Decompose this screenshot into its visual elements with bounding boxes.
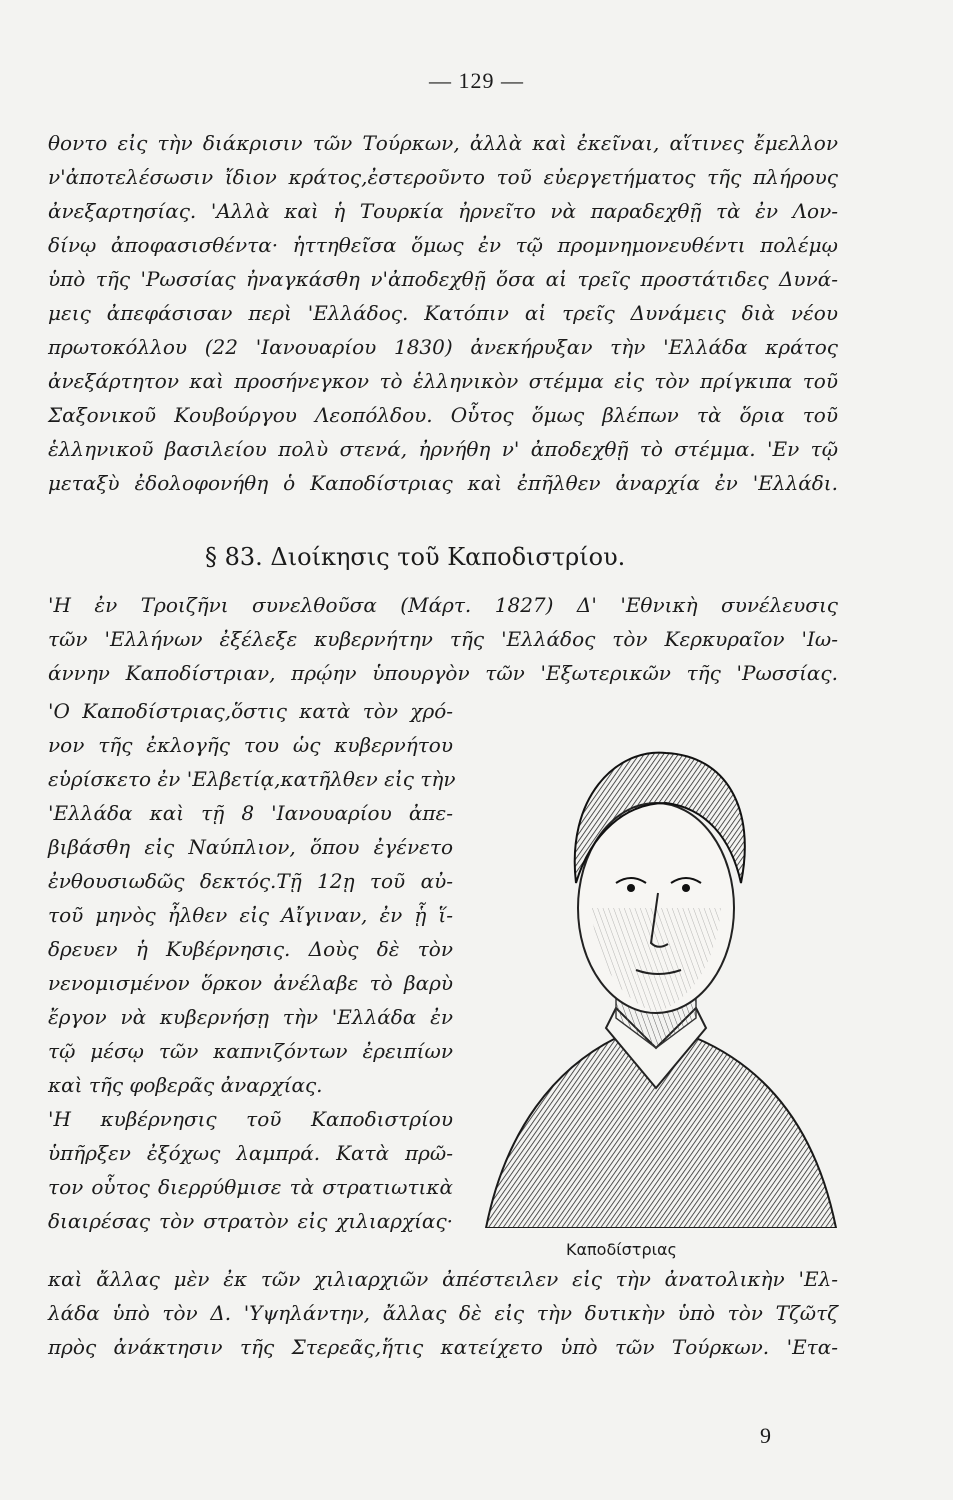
text-line: ἔργον νὰ κυβερνήσῃ τὴν 'Ελλάδα ἐν <box>48 1005 453 1029</box>
text-line: Σαξονικοῦ Κουβούργου Λεοπόλδου. Οὗτος ὅμως βλέπων τὰ ὅρια τοῦ <box>48 403 838 427</box>
text-line: μεις ἀπεφάσισαν περὶ 'Ελλάδος. Κατόπιν αἱ τρεῖς Δυνάμεις διὰ νέου <box>48 301 838 325</box>
text-line: πρὸς ἀνάκτησιν τῆς Στερεᾶς,ἥτις κατείχετο ὑπὸ τῶν Τούρκων. 'Ετα- <box>48 1335 838 1359</box>
text-line: 'Η κυβέρνησις τοῦ Καποδιστρίου <box>48 1107 453 1131</box>
text-line: ν'ἀποτελέσωσιν ἴδιον κράτος,ἐστεροῦντο τοῦ εὐεργετήματος τῆς πλήρους <box>48 165 838 189</box>
text-line: μεταξὺ ἐδολοφονήθη ὁ Καποδίστριας καὶ ἐπῆλθεν ἀναρχία ἐν 'Ελλάδι. <box>48 471 838 495</box>
text-line: νον τῆς ἐκλογῆς του ὡς κυβερνήτου <box>48 733 453 757</box>
text-line: ἀνεξαρτησίας. 'Αλλὰ καὶ ἡ Τουρκία ἠρνεῖτο νὰ παραδεχθῇ τὰ ἐν Λον- <box>48 199 838 223</box>
portrait-caption: Καποδίστριας <box>566 1240 677 1259</box>
text-line: 'Η ἐν Τροιζῆνι συνελθοῦσα (Μάρτ. 1827) Δ' 'Εθνικὴ συνέλευσις <box>48 593 838 617</box>
text-line: ἐνθουσιωδῶς δεκτός.Τῇ 12ῃ τοῦ αὐ- <box>48 869 453 893</box>
text-line: εὑρίσκετο ἐν 'Ελβετίᾳ,κατῆλθεν εἰς τὴν <box>48 767 456 791</box>
text-line: διαιρέσας τὸν στρατὸν εἰς χιλιαρχίας· <box>48 1209 453 1233</box>
text-line: ἑλληνικοῦ βασιλείου πολὺ στενά, ἠρνήθη ν' ἀποδεχθῇ τὸ στέμμα. 'Εν τῷ <box>48 437 838 461</box>
text-line: 'Ελλάδα καὶ τῇ 8 'Ιανουαρίου ἀπε- <box>48 801 453 825</box>
text-line: τοῦ μηνὸς ἦλθεν εἰς Αἴγιναν, ἐν ᾗ ἵ- <box>48 903 453 927</box>
text-line: ὑπὸ τῆς 'Ρωσσίας ἠναγκάσθη ν'ἀποδεχθῇ ὅσα αἱ τρεῖς προστάτιδες Δυνά- <box>48 267 838 291</box>
text-line: ὑπῆρξεν ἐξόχως λαμπρά. Κατὰ πρῶ- <box>48 1141 453 1165</box>
text-line: ἀνεξάρτητον καὶ προσήνεγκον τὸ ἑλληνικὸν στέμμα εἰς τὸν πρίγκιπα τοῦ <box>48 369 838 393</box>
text-line: δίνῳ ἀποφασισθέντα· ἡττηθεῖσα ὅμως ἐν τῷ προμνημονευθέντι πολέμῳ <box>48 233 838 257</box>
text-line: 'Ο Καποδίστριας,ὅστις κατὰ τὸν χρό- <box>48 699 453 723</box>
text-line: τῶν 'Ελλήνων ἐξέλεξε κυβερνήτην τῆς 'Ελλάδος τὸν Κερκυραῖον 'Ιω- <box>48 627 838 651</box>
text-line: θοντο εἰς τὴν διάκρισιν τῶν Τούρκων, ἀλλὰ καὶ ἐκεῖναι, αἵτινες ἔμελλον <box>48 131 838 155</box>
text-line: καὶ ἄλλας μὲν ἐκ τῶν χιλιαρχιῶν ἀπέστειλεν εἰς τὴν ἀνατολικὴν 'Ελ- <box>48 1267 838 1291</box>
text-line: δρευεν ἡ Κυβέρνησις. Δοὺς δὲ τὸν <box>48 937 453 961</box>
text-line: καὶ τῆς φοβερᾶς ἀναρχίας. <box>48 1073 323 1097</box>
text-line: άννην Καποδίστριαν, πρῴην ὑπουργὸν τῶν 'Εξωτερικῶν τῆς 'Ρωσσίας. <box>48 661 838 685</box>
text-line: βιβάσθη εἰς Ναύπλιον, ὅπου ἐγένετο <box>48 835 453 859</box>
signature-mark: 9 <box>760 1423 771 1448</box>
text-line: τον οὗτος διερρύθμισε τὰ στρατιωτικὰ <box>48 1175 453 1199</box>
text-line: λάδα ὑπὸ τὸν Δ. 'Υψηλάντην, ἄλλας δὲ εἰς τὴν δυτικὴν ὑπὸ τὸν Τζῶτζ <box>48 1301 838 1325</box>
page-number: — 129 — <box>429 68 524 93</box>
section-heading: § 83. Διοίκησις τοῦ Καποδιστρίου. <box>205 543 626 571</box>
text-line: τῷ μέσῳ τῶν καπνιζόντων ἐρειπίων <box>48 1039 453 1063</box>
text-line: πρωτοκόλλου (22 'Ιανουαρίου 1830) ἀνεκήρυξαν τὴν 'Ελλάδα κράτος <box>48 335 838 359</box>
kapodistrias-portrait <box>466 708 846 1228</box>
text-line: νενομισμένον ὅρκον ἀνέλαβε τὸ βαρὺ <box>48 971 453 995</box>
